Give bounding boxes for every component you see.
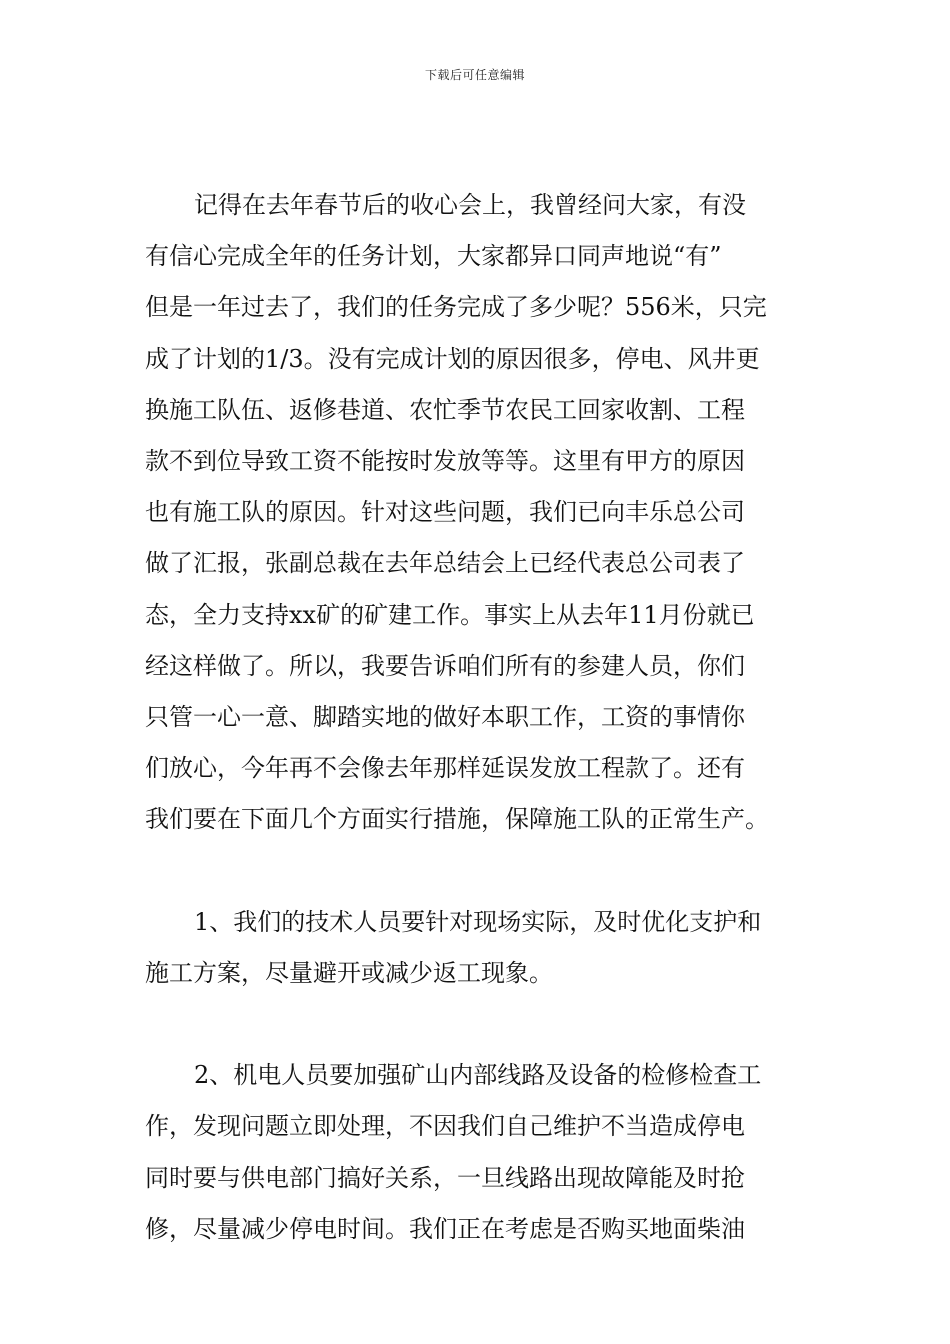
paragraph-line: 但是一年过去了，我们的任务完成了多少呢？556米，只完 bbox=[145, 293, 767, 322]
paragraph-line: 有信心完成全年的任务计划，大家都异口同声地说“有” bbox=[145, 242, 722, 271]
paragraph-line: 同时要与供电部门搞好关系，一旦线路出现故障能及时抢 bbox=[145, 1163, 745, 1192]
page-header: 下载后可任意编辑 bbox=[424, 68, 525, 82]
document-body bbox=[145, 180, 810, 1255]
paragraph-line: 换施工队伍、返修巷道、农忙季节农民工回家收割、工程 bbox=[145, 395, 745, 424]
paragraph-line: 经这样做了。所以，我要告诉咱们所有的参建人员，你们 bbox=[145, 651, 745, 680]
paragraph-line: 记得在去年春节后的收心会上，我曾经问大家，有没 bbox=[194, 191, 746, 219]
paragraph-2 bbox=[145, 897, 810, 999]
paragraph-gap bbox=[145, 845, 810, 896]
paragraph-line: 款不到位导致工资不能按时发放等等。这里有甲方的原因 bbox=[145, 446, 745, 475]
paragraph-line: 2、机电人员要加强矿山内部线路及设备的检修检查工 bbox=[194, 1061, 762, 1090]
paragraph-line: 成了计划的1/3。没有完成计划的原因很多，停电、风井更 bbox=[145, 344, 760, 373]
paragraph-line: 们放心，今年再不会像去年那样延误发放工程款了。还有 bbox=[145, 754, 745, 783]
paragraph-line: 1、我们的技术人员要针对现场实际，及时优化支护和 bbox=[194, 907, 762, 936]
paragraph-1 bbox=[145, 180, 810, 845]
paragraph-line: 修，尽量减少停电时间。我们正在考虑是否购买地面柴油 bbox=[145, 1214, 745, 1243]
paragraph-line: 态，全力支持xx矿的矿建工作。事实上从去年11月份就已 bbox=[145, 600, 755, 629]
paragraph-line: 只管一心一意、脚踏实地的做好本职工作，工资的事情你 bbox=[145, 702, 745, 731]
paragraph-line: 做了汇报，张副总裁在去年总结会上已经代表总公司表了 bbox=[145, 549, 745, 578]
paragraph-3 bbox=[145, 1050, 810, 1255]
paragraph-line: 作，发现问题立即处理，不因我们自己维护不当造成停电 bbox=[145, 1112, 745, 1141]
paragraph-line: 施工方案，尽量避开或减少返工现象。 bbox=[145, 958, 553, 987]
paragraph-gap bbox=[145, 999, 810, 1050]
paragraph-line: 也有施工队的原因。针对这些问题，我们已向丰乐总公司 bbox=[145, 498, 745, 527]
paragraph-line: 我们要在下面几个方面实行措施，保障施工队的正常生产。 bbox=[145, 805, 769, 834]
